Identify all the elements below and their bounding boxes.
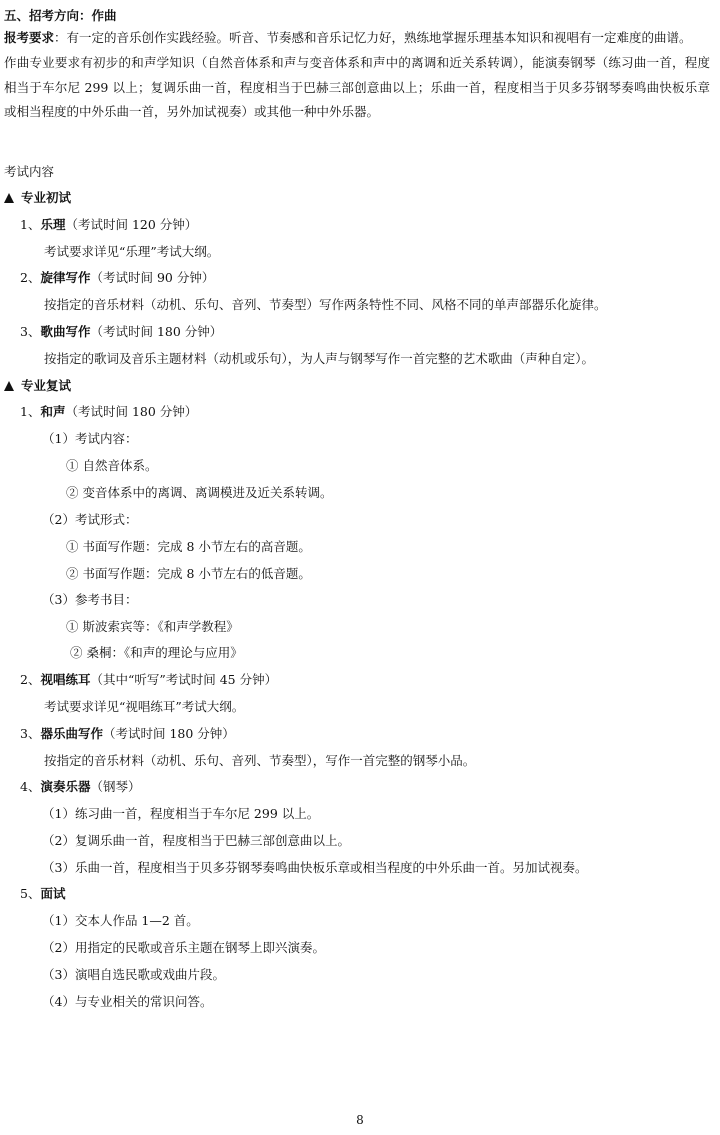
item-detail: （钢琴） — [90, 779, 141, 794]
page-number: 8 — [356, 1113, 364, 1127]
harmony-sub3-item: ① 斯波索宾等：《和声学教程》 — [66, 619, 239, 634]
item-number: 3、 — [20, 324, 41, 339]
interview-item: （4）与专业相关的常识问答。 — [42, 994, 213, 1009]
prelim-item-2-desc: 按指定的音乐材料（动机、乐句、音列、节奏型）写作两条特性不同、风格不同的单声部器乐化旋律。 — [44, 297, 607, 312]
retest-item-2 — [20, 672, 277, 688]
item-number: 5、 — [20, 886, 41, 901]
harmony-sub3-item: ② 桑桐：《和声的理论与应用》 — [70, 645, 243, 660]
requirements-paragraph-1 — [4, 26, 710, 51]
item-name: 面试 — [40, 886, 66, 901]
item-name: 和声 — [40, 404, 66, 419]
item-number: 1、 — [20, 217, 41, 232]
triangle-bullet-icon — [4, 193, 14, 203]
prelim-item-3 — [20, 324, 222, 340]
performance-item: （3）乐曲一首，程度相当于贝多芬钢琴奏鸣曲快板乐章或相当程度的中外乐曲一首。另加试视奏。 — [42, 860, 588, 875]
preliminary-heading — [4, 190, 71, 206]
requirements-label: 报考要求 — [4, 30, 55, 45]
interview-item: （2）用指定的民歌或音乐主题在钢琴上即兴演奏。 — [42, 940, 325, 955]
harmony-sub1-item: ① 自然音体系。 — [66, 458, 158, 473]
prelim-item-2 — [20, 270, 214, 286]
performance-item: （1）练习曲一首，程度相当于车尔尼 299 以上。 — [42, 806, 320, 821]
retest-item-5 — [20, 886, 65, 902]
harmony-sub2-label: （2）考试形式： — [42, 512, 138, 527]
item-number: 2、 — [20, 672, 41, 687]
item-detail: （考试时间 90 分钟） — [90, 270, 215, 285]
prelim-item-1 — [20, 217, 197, 233]
item-name: 歌曲写作 — [40, 324, 91, 339]
item-detail: （考试时间 180 分钟） — [102, 726, 235, 741]
prelim-item-1-desc: 考试要求详见“乐理”考试大纲。 — [44, 244, 220, 259]
item-name: 乐理 — [40, 217, 66, 232]
harmony-sub1-item: ② 变音体系中的离调、离调模进及近关系转调。 — [66, 485, 333, 500]
interview-item: （1）交本人作品 1—2 首。 — [42, 913, 199, 928]
requirements-text-1: ：有一定的音乐创作实践经验。听音、节奏感和音乐记忆力好，熟练地掌握乐理基本知识和视唱有一定难度的曲谱。 — [54, 30, 692, 45]
harmony-sub2-item: ① 书面写作题：完成 8 小节左右的高音题。 — [66, 539, 311, 554]
instrumental-desc: 按指定的音乐材料（动机、乐句、音列、节奏型），写作一首完整的钢琴小品。 — [44, 753, 476, 768]
item-name: 器乐曲写作 — [40, 726, 103, 741]
item-number: 2、 — [20, 270, 41, 285]
item-number: 4、 — [20, 779, 41, 794]
item-detail: （其中“听写”考试时间 45 分钟） — [90, 672, 278, 687]
requirements-paragraph-2: 作曲专业要求有初步的和声学知识（自然音体系和声与变音体系和声中的离调和近关系转调），能演奏钢琴（练习曲一首，程度相当于车尔尼 299 以上；复调乐曲一首，程度相当于巴赫三部创意曲以上；乐曲一首，程度相当于贝多芬钢琴奏鸣曲快板乐章或相当程度的中外乐曲一首，另外加试视奏）或其他一种中外乐器。 — [4, 55, 710, 119]
retest-item-1 — [20, 404, 197, 420]
sight-singing-desc: 考试要求详见“视唱练耳”考试大纲。 — [44, 699, 245, 714]
item-number: 3、 — [20, 726, 41, 741]
retest-item-3 — [20, 726, 235, 742]
performance-item: （2）复调乐曲一首，程度相当于巴赫三部创意曲以上。 — [42, 833, 350, 848]
item-name: 视唱练耳 — [40, 672, 91, 687]
item-detail: （考试时间 180 分钟） — [65, 404, 198, 419]
item-name: 旋律写作 — [40, 270, 91, 285]
item-number: 1、 — [20, 404, 41, 419]
retest-item-4 — [20, 779, 140, 795]
harmony-sub2-item: ② 书面写作题：完成 8 小节左右的低音题。 — [66, 566, 311, 581]
preliminary-title: 专业初试 — [21, 190, 72, 205]
prelim-item-3-desc: 按指定的歌词及音乐主题材料（动机或乐句），为人声与钢琴写作一首完整的艺术歌曲（声种自定）。 — [44, 351, 595, 366]
harmony-sub3-label: （3）参考书目： — [42, 592, 138, 607]
triangle-bullet-icon — [4, 381, 14, 391]
retest-heading — [4, 378, 71, 394]
item-detail: （考试时间 120 分钟） — [65, 217, 198, 232]
harmony-sub1-label: （1）考试内容： — [42, 431, 138, 446]
interview-item: （3）演唱自选民歌或戏曲片段。 — [42, 967, 225, 982]
item-detail: （考试时间 180 分钟） — [90, 324, 223, 339]
item-name: 演奏乐器 — [40, 779, 91, 794]
retest-title: 专业复试 — [21, 378, 72, 393]
exam-content-title: 考试内容 — [4, 164, 55, 179]
section-heading: 五、招考方向：作曲 — [4, 8, 117, 23]
